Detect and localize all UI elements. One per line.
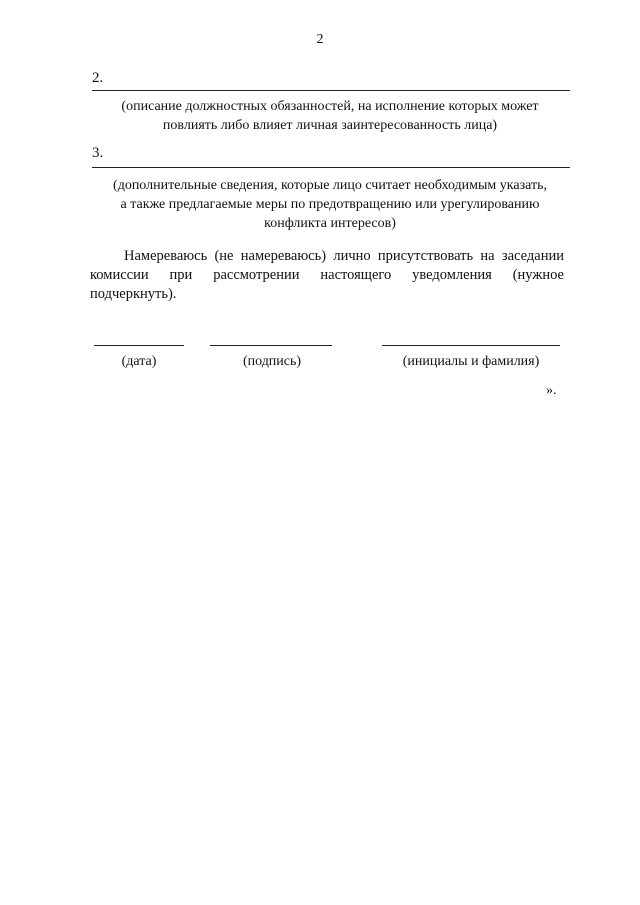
- item-2-fill-line: [92, 90, 570, 91]
- intent-paragraph: [90, 247, 564, 304]
- page-number: 2: [316, 32, 324, 47]
- signature-line: [210, 345, 332, 346]
- item-3-caption-line-3: конфликта интересов): [264, 216, 396, 231]
- item-3-caption-line-2: а также предлагаемые меры по предотвращению или урегулированию: [120, 197, 540, 212]
- item-3-caption-line-1: (дополнительные сведения, которые лицо считает необходимым указать,: [113, 178, 547, 193]
- name-line: [382, 345, 560, 346]
- item-2-number: 2.: [92, 70, 104, 86]
- signature-label: (подпись): [242, 354, 302, 369]
- item-3-number: 3.: [92, 145, 104, 161]
- intent-paragraph-text: Намереваюсь (не намереваюсь) лично присутствовать на заседании комиссии при рассмотрении настоящего уведомления (нужное подчеркнуть).: [90, 248, 564, 302]
- item-2-caption: [90, 97, 570, 135]
- date-label: (дата): [121, 354, 157, 369]
- date-line: [94, 345, 184, 346]
- item-2-caption-line-1: (описание должностных обязанностей, на исполнение которых может: [121, 99, 539, 114]
- closing-quote-mark: ».: [546, 383, 557, 398]
- item-3-fill-line: [92, 167, 570, 168]
- name-label: (инициалы и фамилия): [402, 354, 540, 369]
- item-3-caption: [90, 176, 570, 233]
- item-2-caption-line-2: повлиять либо влияет личная заинтересованность лица): [162, 118, 498, 133]
